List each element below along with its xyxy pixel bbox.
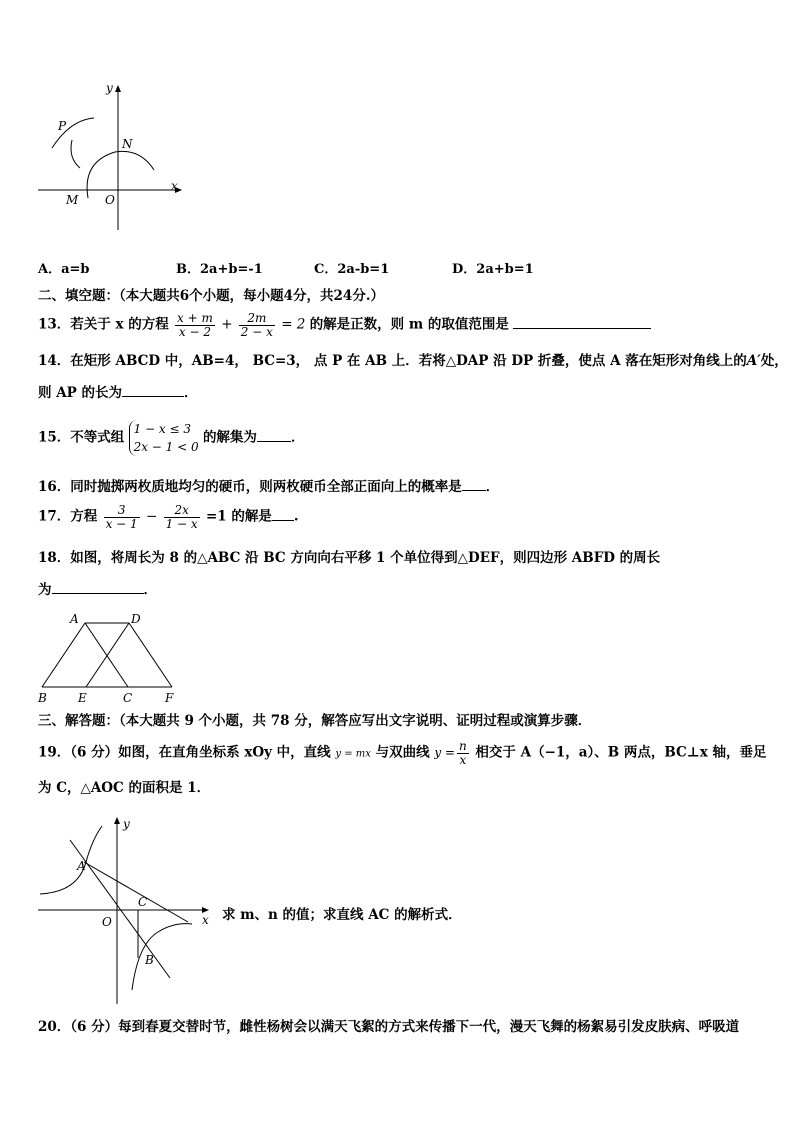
y-axis-arrow (114, 817, 120, 824)
label-o: O (105, 193, 115, 207)
label-n: N (122, 137, 133, 151)
question-14-line-1: 14．在矩形 ABCD 中，AB=4， BC=3， 点 P 在 AB 上．若将△DAP 沿 DP 折叠，使点 A 落在矩形对角线上的A′处， (38, 353, 788, 369)
q14-aprime: A′ (746, 353, 761, 369)
q13-plus: + (221, 316, 233, 333)
hyperbola-branch-right (132, 924, 192, 990)
question-18-line-2: 为 ． (38, 582, 157, 598)
segment-ac (85, 623, 128, 687)
question-19-line-2: 为 C，△AOC 的面积是 1． (38, 780, 211, 796)
hyperbola-branch-left (40, 826, 102, 894)
q16-answer-blank[interactable] (462, 489, 486, 491)
question-19-line-1: 19．（6 分）如图，在直角坐标系 xOy 中，直线 y = mx 与双曲线 y = $\frac{n}{x}$ 相交于 A（−1，a）、B 两点，BC⊥x 轴，垂足 (38, 739, 767, 767)
q19-hyperbola-fraction: $\frac{n}{x}$ (458, 739, 467, 767)
q13-prefix: 13．若关于 x 的方程 (38, 316, 169, 333)
line-ac (84, 862, 188, 922)
q13-fraction-1: $\frac{x + m}{x - 2}$ (177, 311, 213, 339)
question-13 (38, 312, 651, 338)
figure-line-hyperbola (30, 812, 220, 1007)
label-x: x (202, 913, 209, 927)
label-c: C (138, 895, 148, 909)
label-x: x (171, 179, 178, 193)
q18-answer-blank[interactable] (52, 592, 144, 594)
y-axis-arrow (115, 85, 121, 92)
arc-p-lower (71, 140, 80, 168)
label-y: y (123, 817, 130, 831)
label-y: y (106, 81, 113, 95)
label-p: P (58, 119, 67, 133)
segment-ed (86, 623, 129, 687)
label-f: F (165, 691, 174, 705)
label-e: E (78, 691, 87, 705)
q13-equals: = 2 (281, 316, 306, 333)
q17-answer-blank[interactable] (272, 519, 294, 521)
question-20: 20．（6 分）每到春夏交替时节，雌性杨树会以满天飞絮的方式来传播下一代，漫天飞舞的杨絮易引发皮肤病、呼吸道 (38, 1019, 740, 1035)
q14-answer-blank[interactable] (122, 395, 184, 397)
question-18-line-1: 18．如图，将周长为 8 的△ABC 沿 BC 方向向右平移 1 个单位得到△DEF，则四边形 ABFD 的周长 (38, 550, 661, 566)
question-19-task: 求 m、n 的值；求直线 AC 的解析式． (222, 907, 462, 923)
q13-answer-blank[interactable] (513, 327, 651, 329)
q17-fraction-1: $\frac{3}{x - 1}$ (105, 503, 138, 531)
segment-df (129, 623, 172, 687)
figure-triangle-translation (30, 610, 190, 705)
label-a: A (70, 612, 79, 626)
label-d: D (131, 612, 141, 626)
q19-line-equation: y = mx (335, 748, 371, 760)
label-b: B (145, 953, 154, 967)
option-d: D．2a+b=1 (452, 262, 534, 277)
q17-fraction-2: $\frac{2x}{1 - x}$ (165, 503, 198, 531)
question-17: 17．方程 $\frac{3}{x - 1}$ − $\frac{2x}{1 - x}$ =1 的解是 . (38, 503, 299, 531)
figure-arc-construction (30, 80, 190, 240)
q13-fraction-2: $\frac{2m}{2 - x}$ (240, 311, 273, 339)
option-b: B．2a+b=-1 (176, 262, 263, 277)
label-c: C (123, 691, 133, 705)
section-3-header: 三、解答题：（本大题共 9 个小题，共 78 分，解答应写出文字说明、证明过程或演算步骤． (38, 713, 592, 729)
section-2-header: 二、填空题：（本大题共6个小题，每小题4分，共24分.） (38, 288, 385, 304)
option-c: C．2a-b=1 (314, 262, 390, 277)
arc-n (87, 151, 154, 198)
question-16: 16．同时抛掷两枚质地均匀的硬币，则两枚硬币全部正面向上的概率是 ． (38, 479, 500, 495)
question-14-line-2: 则 AP 的长为 ． (38, 385, 198, 401)
label-a: A (77, 859, 86, 873)
label-b: B (38, 691, 47, 705)
q15-inequality-system: 1 − x ≤ 3 2x − 1 < 0 (129, 420, 199, 456)
q13-suffix: 的解是正数，则 m 的取值范围是 (309, 316, 509, 333)
label-o: O (102, 915, 112, 929)
q15-answer-blank[interactable] (257, 440, 291, 442)
segment-ab (42, 623, 85, 687)
question-15: 15．不等式组 1 − x ≤ 3 2x − 1 < 0 的解集为 ． (38, 422, 305, 454)
label-m: M (66, 193, 79, 207)
option-a: A．a=b (38, 262, 90, 277)
